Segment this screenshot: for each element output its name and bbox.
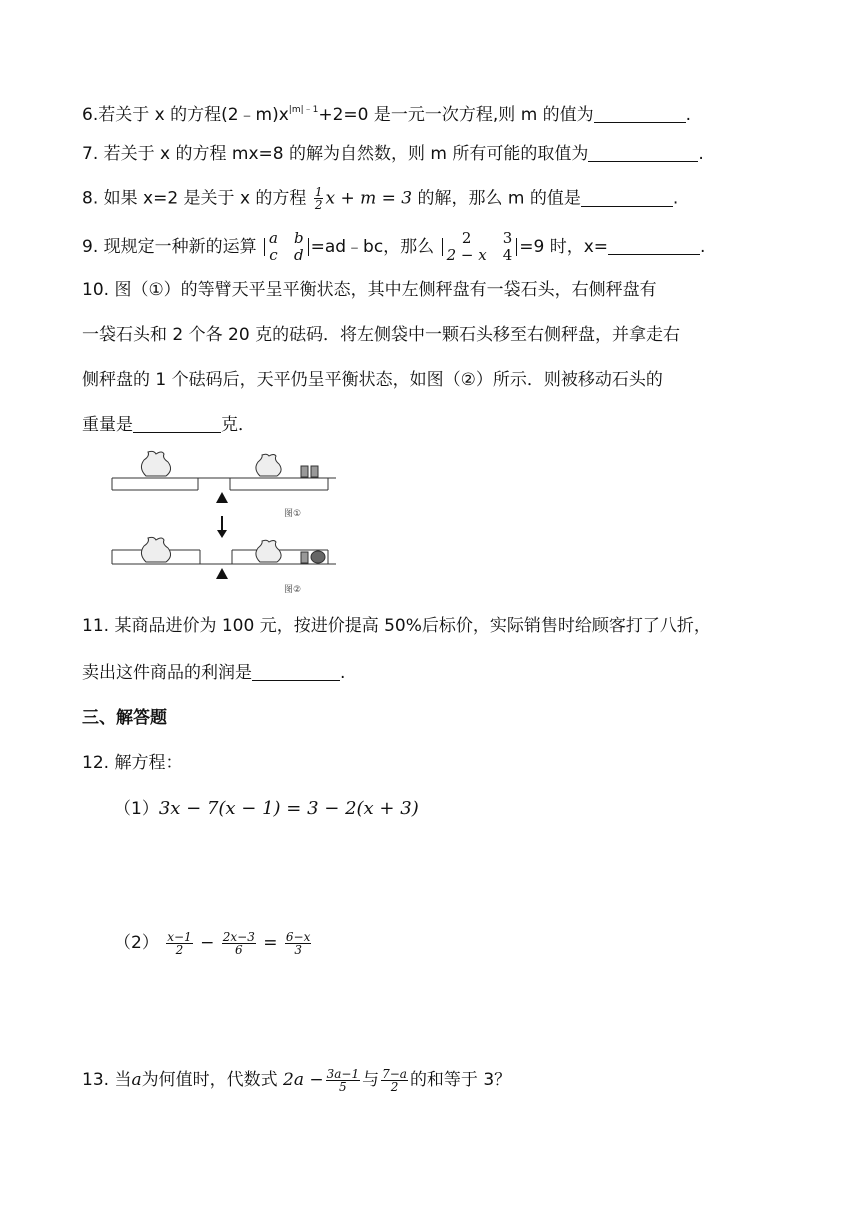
stone-bag-icon — [141, 451, 170, 476]
question-10-line-3: 侧秤盘的 1 个砝码后，天平仍呈平衡状态，如图（②）所示．则被移动石头的 — [82, 370, 663, 390]
answer-blank[interactable] — [588, 143, 698, 162]
down-arrow-icon — [217, 516, 227, 538]
question-11-line-1: 11. 某商品进价为 100 元，按进价提高 50%后标价，实际销售时给顾客打了八折， — [82, 616, 711, 636]
answer-blank[interactable] — [133, 414, 221, 433]
stone-bag-icon — [256, 454, 281, 476]
section-heading: 三、解答题 — [82, 708, 167, 728]
determinant-expression: 2 3 2 − x 4 — [446, 229, 513, 264]
figure-2-label: 图② — [284, 585, 302, 595]
question-10-line-1: 10. 图（①）的等臂天平呈平衡状态，其中左侧秤盘有一袋石头，右侧秤盘有 — [82, 280, 657, 300]
stone-bag-icon — [256, 540, 281, 562]
question-10-line-2: 一袋石头和 2 个各 20 克的砝码．将左侧袋中一颗石头移至右侧秤盘，并拿走右 — [82, 325, 681, 345]
answer-blank[interactable] — [581, 188, 673, 207]
question-12-title: 12. 解方程： — [82, 753, 183, 773]
question-6: 6.若关于 x 的方程$(2﹣m)x^{|m|﹣1}+2=0$ 是一元一次方程,则 m 的值为 . — [82, 105, 692, 125]
figure-1-label: 图① — [284, 509, 302, 519]
question-12-part-1: （1）3x − 7(x − 1) = 3 − 2(x + 3) — [114, 798, 419, 819]
question-7: 7. 若关于 x 的方程 mx=8 的解为自然数，则 m 所有可能的取值为 . — [82, 144, 704, 164]
fulcrum-icon — [216, 568, 228, 579]
question-10-line-4: 重量是 克． — [82, 415, 255, 435]
determinant-definition: a b c d — [269, 229, 304, 264]
weight-icon — [311, 466, 318, 477]
question-9: 9. 现规定一种新的运算 a b c d =ad﹣bc，那么 2 3 2 − x 4 =9 时，x= . — [82, 229, 706, 264]
weight-icon — [301, 552, 308, 563]
question-11-line-2: 卖出这件商品的利润是 . — [82, 663, 346, 683]
question-8: 8. 如果 x=2 是关于 x 的方程 $\frac{1}{2}$ x + m = 3 的解，那么 m 的值是 . — [82, 185, 679, 212]
weight-icon — [301, 466, 308, 477]
question-12-part-2: （2） $\frac{x-1}{2}$ − $\frac{2x-3}{6}$ = $\frac{6-x}{3}$ — [114, 929, 311, 957]
stone-bag-icon — [141, 537, 170, 562]
answer-blank[interactable] — [608, 236, 700, 255]
answer-blank[interactable] — [252, 662, 340, 681]
answer-blank[interactable] — [594, 104, 686, 123]
balance-figure — [110, 446, 340, 595]
fulcrum-icon — [216, 492, 228, 503]
stone-icon — [311, 551, 325, 563]
fraction: $\frac{1}{2}$ — [314, 185, 323, 212]
question-13: 13. 当a为何值时，代数式 2a − $\frac{3a-1}{5}$ 与 $\frac{7-a}{2}$ 的和等于 3？ — [82, 1066, 512, 1094]
